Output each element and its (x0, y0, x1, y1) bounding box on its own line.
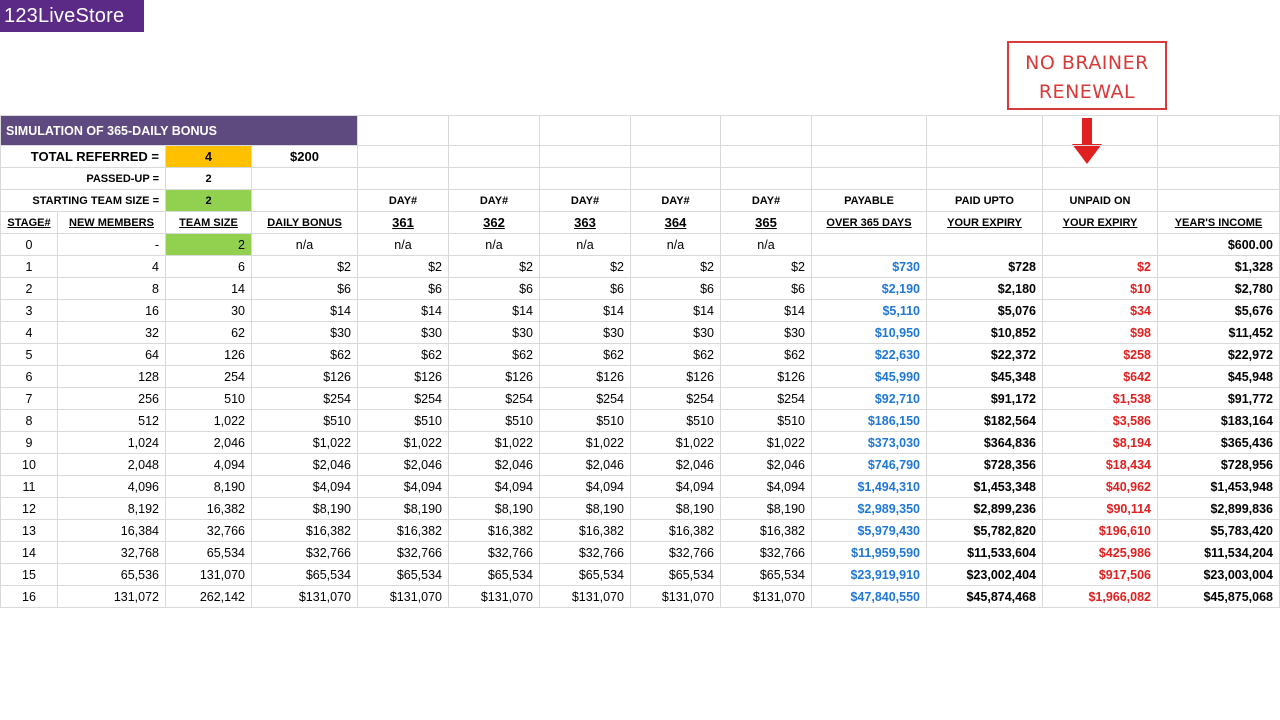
cell-unpaid[interactable]: $196,610 (1043, 520, 1158, 542)
cell-daily-bonus[interactable]: $1,022 (252, 432, 358, 454)
cell-day-364[interactable]: $510 (631, 410, 721, 432)
table-row (1, 586, 1280, 608)
col-header-over-365-days: OVER 365 DAYS (812, 212, 927, 234)
column-header-row (1, 212, 1280, 234)
table-row (1, 410, 1280, 432)
cell-years-income[interactable]: $22,972 (1158, 344, 1280, 366)
cell-daily-bonus[interactable]: $2,046 (252, 454, 358, 476)
table-row (1, 366, 1280, 388)
cell-years-income[interactable]: $5,676 (1158, 300, 1280, 322)
cell-paid-upto[interactable]: $11,533,604 (927, 542, 1043, 564)
cell-paid-upto[interactable]: $182,564 (927, 410, 1043, 432)
cell-day-365[interactable]: $65,534 (721, 564, 812, 586)
table-row (1, 432, 1280, 454)
cell-unpaid[interactable]: $1,966,082 (1043, 586, 1158, 608)
cell-day-364[interactable]: $2 (631, 256, 721, 278)
unpaid-on-label: UNPAID ON (1043, 190, 1158, 212)
cell-new-members[interactable]: 32 (58, 322, 166, 344)
cell-unpaid[interactable]: $18,434 (1043, 454, 1158, 476)
cell-payable[interactable]: $5,979,430 (812, 520, 927, 542)
cell-day-362[interactable]: $62 (449, 344, 540, 366)
cell-new-members[interactable]: 64 (58, 344, 166, 366)
cell-day-364[interactable]: $8,190 (631, 498, 721, 520)
cell-stage[interactable]: 0 (1, 234, 58, 256)
cell-day-361[interactable]: $65,534 (358, 564, 449, 586)
cell-payable[interactable]: $11,959,590 (812, 542, 927, 564)
cell-unpaid[interactable]: $3,586 (1043, 410, 1158, 432)
cell-payable[interactable]: $730 (812, 256, 927, 278)
cell-day-362[interactable]: $2 (449, 256, 540, 278)
cell-stage[interactable]: 11 (1, 476, 58, 498)
cell-day-363[interactable]: $16,382 (540, 520, 631, 542)
col-header-day-361: 361 (358, 212, 449, 234)
cell-years-income[interactable]: $183,164 (1158, 410, 1280, 432)
cell-payable[interactable]: $22,630 (812, 344, 927, 366)
cell-day-363[interactable]: $14 (540, 300, 631, 322)
cell-paid-upto[interactable]: $91,172 (927, 388, 1043, 410)
cell-daily-bonus[interactable]: n/a (252, 234, 358, 256)
cell-paid-upto[interactable]: $1,453,348 (927, 476, 1043, 498)
cell-daily-bonus[interactable]: $62 (252, 344, 358, 366)
cell-new-members[interactable]: 16,384 (58, 520, 166, 542)
cell-day-363[interactable]: $131,070 (540, 586, 631, 608)
cell-team-size[interactable]: 262,142 (166, 586, 252, 608)
cell-paid-upto[interactable]: $2,899,236 (927, 498, 1043, 520)
cell-day-365[interactable]: $510 (721, 410, 812, 432)
cell-stage[interactable]: 7 (1, 388, 58, 410)
cell-years-income[interactable]: $365,436 (1158, 432, 1280, 454)
cell-new-members[interactable]: 131,072 (58, 586, 166, 608)
cell-unpaid[interactable]: $2 (1043, 256, 1158, 278)
cell-daily-bonus[interactable]: $30 (252, 322, 358, 344)
cell-unpaid[interactable]: $90,114 (1043, 498, 1158, 520)
cell-day-361[interactable]: $62 (358, 344, 449, 366)
cell-team-size[interactable]: 14 (166, 278, 252, 300)
cell-day-361[interactable]: $1,022 (358, 432, 449, 454)
passed-up-row (1, 168, 1280, 190)
cell-new-members[interactable]: 256 (58, 388, 166, 410)
cell-day-364[interactable]: $131,070 (631, 586, 721, 608)
cell-day-362[interactable]: $254 (449, 388, 540, 410)
cell-daily-bonus[interactable]: $510 (252, 410, 358, 432)
cell-new-members[interactable]: 8,192 (58, 498, 166, 520)
cell-day-361[interactable]: $131,070 (358, 586, 449, 608)
title-row (1, 116, 1280, 146)
table-row (1, 388, 1280, 410)
cell-daily-bonus[interactable]: $6 (252, 278, 358, 300)
cell-day-363[interactable]: n/a (540, 234, 631, 256)
cell-day-365[interactable]: $62 (721, 344, 812, 366)
cell-day-365[interactable]: $2,046 (721, 454, 812, 476)
cell-payable[interactable]: $373,030 (812, 432, 927, 454)
cell-day-365[interactable]: $131,070 (721, 586, 812, 608)
day-label: DAY# (540, 190, 631, 212)
cell-day-361[interactable]: n/a (358, 234, 449, 256)
cell-stage[interactable]: 10 (1, 454, 58, 476)
cell-day-363[interactable]: $4,094 (540, 476, 631, 498)
cell-daily-bonus[interactable]: $126 (252, 366, 358, 388)
cell-new-members[interactable]: 2,048 (58, 454, 166, 476)
cell-day-361[interactable]: $126 (358, 366, 449, 388)
cell-day-362[interactable]: n/a (449, 234, 540, 256)
cell-day-364[interactable]: $62 (631, 344, 721, 366)
cell-day-361[interactable]: $254 (358, 388, 449, 410)
cell-stage[interactable]: 13 (1, 520, 58, 542)
cell-day-364[interactable]: $1,022 (631, 432, 721, 454)
cell-team-size[interactable]: 30 (166, 300, 252, 322)
table-row (1, 454, 1280, 476)
cell-day-363[interactable]: $2,046 (540, 454, 631, 476)
cell-paid-upto[interactable]: $728,356 (927, 454, 1043, 476)
cell-stage[interactable]: 12 (1, 498, 58, 520)
cell-day-362[interactable]: $2,046 (449, 454, 540, 476)
cell-day-362[interactable]: $30 (449, 322, 540, 344)
cell-stage[interactable]: 3 (1, 300, 58, 322)
cell-years-income[interactable]: $91,772 (1158, 388, 1280, 410)
cell-day-361[interactable]: $4,094 (358, 476, 449, 498)
cell-payable[interactable]: $10,950 (812, 322, 927, 344)
cell-day-365[interactable]: $1,022 (721, 432, 812, 454)
cell-stage[interactable]: 9 (1, 432, 58, 454)
table-row (1, 476, 1280, 498)
cell-team-size[interactable]: 510 (166, 388, 252, 410)
cell-new-members[interactable]: - (58, 234, 166, 256)
cell-payable[interactable] (812, 234, 927, 256)
total-referred-value[interactable]: 4 (166, 146, 252, 168)
cell-team-size[interactable]: 1,022 (166, 410, 252, 432)
cell-payable[interactable]: $746,790 (812, 454, 927, 476)
cell-team-size[interactable]: 8,190 (166, 476, 252, 498)
no-brainer-callout (1007, 41, 1167, 110)
cell-team-size[interactable]: 254 (166, 366, 252, 388)
cell-day-363[interactable]: $65,534 (540, 564, 631, 586)
cell-paid-upto[interactable]: $22,372 (927, 344, 1043, 366)
cell-unpaid[interactable]: $8,194 (1043, 432, 1158, 454)
cell-daily-bonus[interactable]: $254 (252, 388, 358, 410)
cell-day-362[interactable]: $14 (449, 300, 540, 322)
cell-years-income[interactable]: $45,875,068 (1158, 586, 1280, 608)
cell-paid-upto[interactable]: $45,348 (927, 366, 1043, 388)
cell-day-362[interactable]: $510 (449, 410, 540, 432)
col-header-daily-bonus: DAILY BONUS (252, 212, 358, 234)
cell-paid-upto[interactable]: $2,180 (927, 278, 1043, 300)
cell-day-362[interactable]: $126 (449, 366, 540, 388)
cell-day-364[interactable]: $32,766 (631, 542, 721, 564)
cell-years-income[interactable]: $2,899,836 (1158, 498, 1280, 520)
cell-day-362[interactable]: $16,382 (449, 520, 540, 542)
cell-paid-upto[interactable]: $5,782,820 (927, 520, 1043, 542)
cell-team-size[interactable]: 2,046 (166, 432, 252, 454)
cell-stage[interactable]: 2 (1, 278, 58, 300)
cell-day-361[interactable]: $30 (358, 322, 449, 344)
cell-years-income[interactable]: $1,453,948 (1158, 476, 1280, 498)
cell-stage[interactable]: 1 (1, 256, 58, 278)
cell-unpaid[interactable]: $98 (1043, 322, 1158, 344)
starting-team-value[interactable]: 2 (166, 190, 252, 212)
cell-day-361[interactable]: $32,766 (358, 542, 449, 564)
paid-upto-label: PAID UPTO (927, 190, 1043, 212)
cell-daily-bonus[interactable]: $2 (252, 256, 358, 278)
passed-up-label: PASSED-UP = (1, 168, 166, 190)
cell-day-365[interactable]: $2 (721, 256, 812, 278)
cell-day-362[interactable]: $65,534 (449, 564, 540, 586)
cell-day-364[interactable]: $2,046 (631, 454, 721, 476)
cell-unpaid[interactable]: $34 (1043, 300, 1158, 322)
starting-team-row (1, 190, 1280, 212)
cell-day-365[interactable]: $6 (721, 278, 812, 300)
col-header-stage: STAGE# (1, 212, 58, 234)
cell-day-364[interactable]: $254 (631, 388, 721, 410)
cell-team-size[interactable]: 65,534 (166, 542, 252, 564)
cell-stage[interactable]: 4 (1, 322, 58, 344)
day-label: DAY# (721, 190, 812, 212)
cell-unpaid[interactable]: $258 (1043, 344, 1158, 366)
cell-day-365[interactable]: $126 (721, 366, 812, 388)
cell-daily-bonus[interactable]: $65,534 (252, 564, 358, 586)
cell-unpaid[interactable]: $1,538 (1043, 388, 1158, 410)
cell-day-364[interactable]: $65,534 (631, 564, 721, 586)
cell-new-members[interactable]: 32,768 (58, 542, 166, 564)
table-row (1, 498, 1280, 520)
total-referred-row (1, 146, 1280, 168)
table-row (1, 256, 1280, 278)
cell-daily-bonus[interactable]: $8,190 (252, 498, 358, 520)
cell-payable[interactable]: $45,990 (812, 366, 927, 388)
col-header-day-363: 363 (540, 212, 631, 234)
table-row (1, 344, 1280, 366)
cell-years-income[interactable]: $11,534,204 (1158, 542, 1280, 564)
cell-day-361[interactable]: $510 (358, 410, 449, 432)
cell-day-361[interactable]: $2 (358, 256, 449, 278)
cell-day-363[interactable]: $254 (540, 388, 631, 410)
cell-team-size[interactable]: 131,070 (166, 564, 252, 586)
cell-team-size[interactable]: 62 (166, 322, 252, 344)
cell-stage[interactable]: 8 (1, 410, 58, 432)
day-label: DAY# (449, 190, 540, 212)
table-row (1, 564, 1280, 586)
table-row (1, 542, 1280, 564)
cell-years-income[interactable]: $11,452 (1158, 322, 1280, 344)
cell-new-members[interactable]: 8 (58, 278, 166, 300)
cell-day-365[interactable]: $16,382 (721, 520, 812, 542)
cell-stage[interactable]: 15 (1, 564, 58, 586)
cell-daily-bonus[interactable]: $131,070 (252, 586, 358, 608)
cell-team-size[interactable]: 16,382 (166, 498, 252, 520)
cell-new-members[interactable]: 4 (58, 256, 166, 278)
cell-new-members[interactable]: 65,536 (58, 564, 166, 586)
cell-day-362[interactable]: $131,070 (449, 586, 540, 608)
cell-payable[interactable]: $92,710 (812, 388, 927, 410)
cell-day-365[interactable]: $14 (721, 300, 812, 322)
col-header-day-365: 365 (721, 212, 812, 234)
day-label: DAY# (631, 190, 721, 212)
day-label: DAY# (358, 190, 449, 212)
cell-day-363[interactable]: $62 (540, 344, 631, 366)
cell-unpaid[interactable]: $642 (1043, 366, 1158, 388)
cell-payable[interactable]: $2,989,350 (812, 498, 927, 520)
cell-paid-upto[interactable]: $23,002,404 (927, 564, 1043, 586)
cell-day-363[interactable]: $126 (540, 366, 631, 388)
cell-day-361[interactable]: $8,190 (358, 498, 449, 520)
table-row (1, 300, 1280, 322)
logo: 123LiveStore (0, 0, 144, 32)
cell-day-362[interactable]: $1,022 (449, 432, 540, 454)
cell-team-size[interactable]: 6 (166, 256, 252, 278)
cell-team-size[interactable]: 2 (166, 234, 252, 256)
cell-daily-bonus[interactable]: $14 (252, 300, 358, 322)
table-row-stage-0 (1, 234, 1280, 256)
cell-stage[interactable]: 14 (1, 542, 58, 564)
callout-line-2: RENEWAL (1038, 81, 1136, 103)
col-header-day-362: 362 (449, 212, 540, 234)
col-header-unpaid-expiry: YOUR EXPIRY (1043, 212, 1158, 234)
cell-payable[interactable]: $1,494,310 (812, 476, 927, 498)
cell-payable[interactable]: $2,190 (812, 278, 927, 300)
cell-years-income[interactable]: $45,948 (1158, 366, 1280, 388)
cell-day-363[interactable]: $6 (540, 278, 631, 300)
cell-daily-bonus[interactable]: $16,382 (252, 520, 358, 542)
cell-day-365[interactable]: $4,094 (721, 476, 812, 498)
payable-label: PAYABLE (812, 190, 927, 212)
cell-years-income[interactable]: $728,956 (1158, 454, 1280, 476)
cell-day-364[interactable]: $4,094 (631, 476, 721, 498)
starting-team-label: STARTING TEAM SIZE = (1, 190, 166, 212)
cell-paid-upto[interactable]: $5,076 (927, 300, 1043, 322)
cell-unpaid[interactable]: $425,986 (1043, 542, 1158, 564)
cell-day-362[interactable]: $8,190 (449, 498, 540, 520)
cell-day-363[interactable]: $1,022 (540, 432, 631, 454)
sheet-title: SIMULATION OF 365-DAILY BONUS (1, 116, 358, 146)
bonus-simulation-table (0, 115, 1280, 608)
cell-years-income[interactable]: $600.00 (1158, 234, 1280, 256)
passed-up-value[interactable]: 2 (166, 168, 252, 190)
cell-day-365[interactable]: $30 (721, 322, 812, 344)
table-row (1, 520, 1280, 542)
cell-daily-bonus[interactable]: $4,094 (252, 476, 358, 498)
cell-day-362[interactable]: $4,094 (449, 476, 540, 498)
cell-day-361[interactable]: $2,046 (358, 454, 449, 476)
cell-day-363[interactable]: $510 (540, 410, 631, 432)
cell-day-363[interactable]: $32,766 (540, 542, 631, 564)
cell-paid-upto[interactable]: $45,874,468 (927, 586, 1043, 608)
cell-stage[interactable]: 6 (1, 366, 58, 388)
cell-team-size[interactable]: 4,094 (166, 454, 252, 476)
cell-day-364[interactable]: $16,382 (631, 520, 721, 542)
amount-value[interactable]: $200 (252, 146, 358, 168)
cell-years-income[interactable]: $5,783,420 (1158, 520, 1280, 542)
col-header-years-income: YEAR'S INCOME (1158, 212, 1280, 234)
cell-team-size[interactable]: 32,766 (166, 520, 252, 542)
cell-unpaid[interactable]: $10 (1043, 278, 1158, 300)
cell-daily-bonus[interactable]: $32,766 (252, 542, 358, 564)
cell-payable[interactable]: $186,150 (812, 410, 927, 432)
callout-line-1: NO BRAINER (1025, 52, 1149, 74)
cell-unpaid[interactable] (1043, 234, 1158, 256)
cell-day-364[interactable]: n/a (631, 234, 721, 256)
cell-day-365[interactable]: n/a (721, 234, 812, 256)
cell-paid-upto[interactable]: $10,852 (927, 322, 1043, 344)
cell-day-361[interactable]: $16,382 (358, 520, 449, 542)
cell-payable[interactable]: $47,840,550 (812, 586, 927, 608)
col-header-day-364: 364 (631, 212, 721, 234)
table-row (1, 322, 1280, 344)
cell-day-364[interactable]: $14 (631, 300, 721, 322)
cell-day-362[interactable]: $6 (449, 278, 540, 300)
cell-day-364[interactable]: $126 (631, 366, 721, 388)
cell-new-members[interactable]: 4,096 (58, 476, 166, 498)
col-header-team-size: TEAM SIZE (166, 212, 252, 234)
cell-unpaid[interactable]: $917,506 (1043, 564, 1158, 586)
cell-years-income[interactable]: $23,003,004 (1158, 564, 1280, 586)
cell-paid-upto[interactable]: $728 (927, 256, 1043, 278)
cell-day-365[interactable]: $32,766 (721, 542, 812, 564)
cell-paid-upto[interactable]: $364,836 (927, 432, 1043, 454)
cell-new-members[interactable]: 16 (58, 300, 166, 322)
cell-stage[interactable]: 16 (1, 586, 58, 608)
cell-years-income[interactable]: $1,328 (1158, 256, 1280, 278)
col-header-paid-expiry: YOUR EXPIRY (927, 212, 1043, 234)
cell-new-members[interactable]: 1,024 (58, 432, 166, 454)
total-referred-label: TOTAL REFERRED = (1, 146, 166, 168)
cell-day-361[interactable]: $14 (358, 300, 449, 322)
cell-day-362[interactable]: $32,766 (449, 542, 540, 564)
cell-new-members[interactable]: 128 (58, 366, 166, 388)
cell-paid-upto[interactable] (927, 234, 1043, 256)
cell-payable[interactable]: $23,919,910 (812, 564, 927, 586)
cell-stage[interactable]: 5 (1, 344, 58, 366)
col-header-new-members: NEW MEMBERS (58, 212, 166, 234)
cell-day-363[interactable]: $30 (540, 322, 631, 344)
cell-team-size[interactable]: 126 (166, 344, 252, 366)
cell-day-363[interactable]: $2 (540, 256, 631, 278)
cell-day-364[interactable]: $6 (631, 278, 721, 300)
cell-day-365[interactable]: $254 (721, 388, 812, 410)
cell-new-members[interactable]: 512 (58, 410, 166, 432)
cell-unpaid[interactable]: $40,962 (1043, 476, 1158, 498)
table-row (1, 278, 1280, 300)
cell-day-361[interactable]: $6 (358, 278, 449, 300)
cell-day-363[interactable]: $8,190 (540, 498, 631, 520)
cell-years-income[interactable]: $2,780 (1158, 278, 1280, 300)
cell-payable[interactable]: $5,110 (812, 300, 927, 322)
cell-day-364[interactable]: $30 (631, 322, 721, 344)
cell-day-365[interactable]: $8,190 (721, 498, 812, 520)
